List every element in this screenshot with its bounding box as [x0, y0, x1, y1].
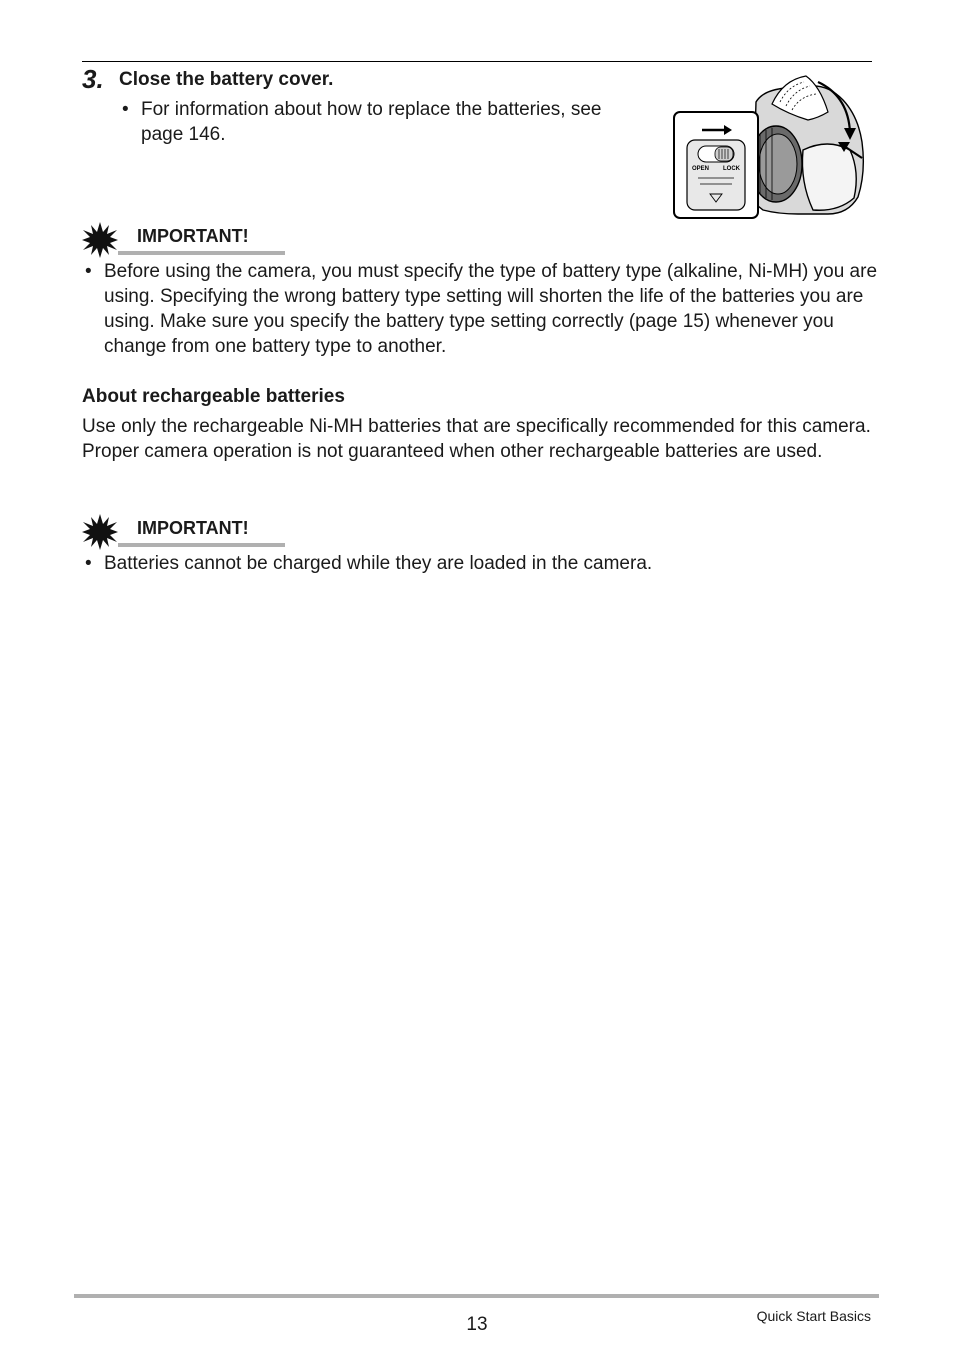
- bullet-icon: •: [85, 553, 92, 574]
- lock-label: LOCK: [723, 166, 740, 172]
- page-number: 13: [466, 1314, 488, 1335]
- important-underline: [118, 543, 285, 547]
- bullet-icon: •: [85, 261, 92, 282]
- important-bullet-text: Batteries cannot be charged while they are loaded in the camera.: [104, 553, 653, 574]
- open-label: OPEN: [692, 166, 710, 172]
- footer-section-name: Quick Start Basics: [756, 1308, 871, 1324]
- important-burst-icon: [82, 222, 118, 258]
- important-label: IMPORTANT!: [137, 226, 249, 246]
- step-title: Close the battery cover.: [119, 69, 334, 90]
- step-bullet: [122, 97, 622, 147]
- footer-rule: [74, 1294, 879, 1298]
- step-bullet-text: For information about how to replace the batteries, see page 146.: [141, 99, 602, 145]
- important-burst-icon: [82, 514, 118, 550]
- section-heading: About rechargeable batteries: [82, 386, 345, 407]
- important-label: IMPORTANT!: [137, 518, 249, 538]
- important-heading: [82, 512, 292, 552]
- important-bullet: [82, 551, 882, 576]
- section-body: Use only the rechargeable Ni-MH batteries that are specifically recommended for this camera. Proper camera operation is not guaranteed when other rechargeable batteries are used.: [82, 416, 871, 462]
- important-underline: [118, 251, 285, 255]
- important-heading: [82, 220, 292, 260]
- step-number: 3.: [82, 64, 104, 94]
- top-rule: [82, 61, 872, 62]
- battery-cover-illustration: [668, 72, 872, 222]
- bullet-icon: •: [122, 99, 129, 120]
- important-bullet-text: Before using the camera, you must specify the type of battery type (alkaline, Ni-MH) you are using. Specifying the wrong battery type setting will shorten the life of the batteries you are using. Make sure you specify the battery type setting correctly (page 15) whenever you change from one battery type to another.: [104, 261, 878, 357]
- important-bullet: [82, 259, 882, 359]
